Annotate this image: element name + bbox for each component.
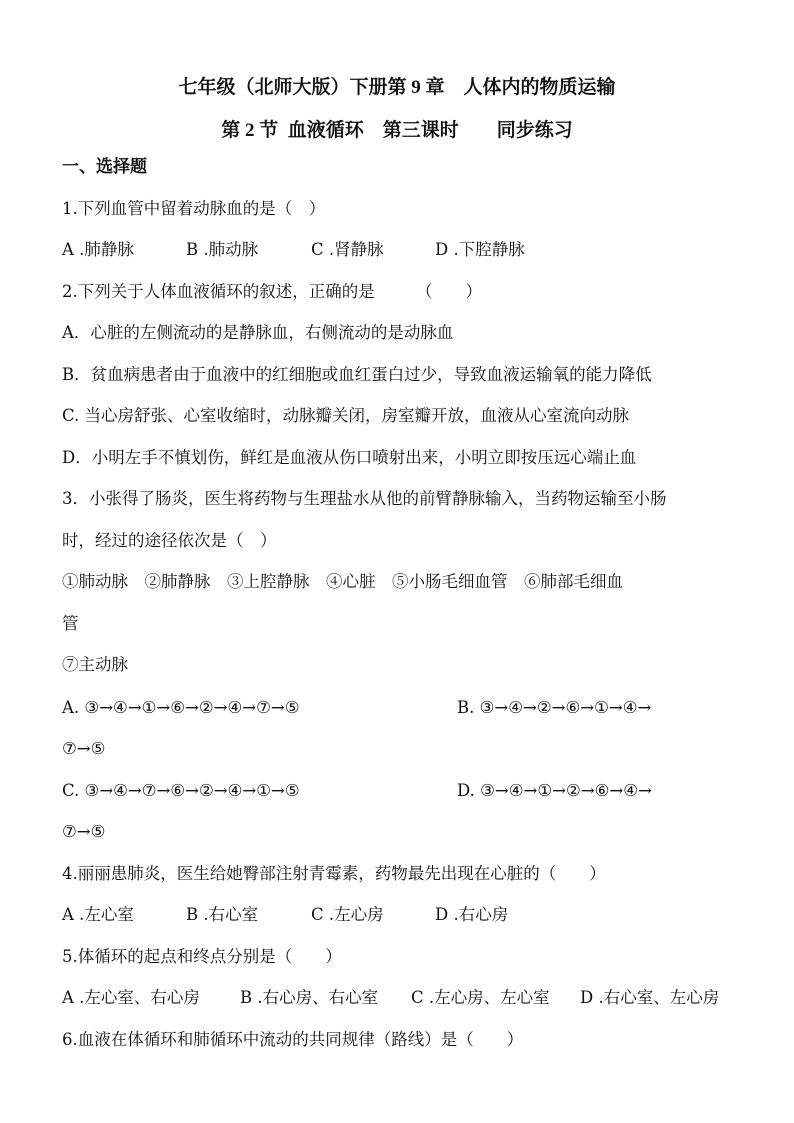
question-4-option-d: D .右心房 [435,905,509,924]
question-2-option-d: D．小明左手不慎划伤，鲜红是血液从伤口喷射出来，小明立即按压远心端止血 [62,448,637,467]
question-2-option-c: C. 当心房舒张、心室收缩时，动脉瓣关闭，房室瓣开放，血液从心室流向动脉 [62,406,630,425]
question-5-stem: 5.体循环的起点和终点分别是（ ） [62,947,342,966]
question-3-option-c: C. ③→④→⑦→⑥→②→④→①→⑤ [62,781,300,800]
question-1-option-b: B .肺动脉 [186,240,259,259]
question-5-option-a: A .左心室、右心房 [62,988,200,1007]
question-3-option-d: D. ③→④→①→②→⑥→④→ [457,781,652,800]
page-title: 七年级（北师大版）下册第 9 章 人体内的物质运输 [178,77,616,98]
question-4-option-a: A .左心室 [62,905,134,924]
question-3-items-line-1: ①肺动脉 ②肺静脉 ③上腔静脉 ④心脏 ⑤小肠毛细血管 ⑥肺部毛细血 [62,572,623,591]
question-1-option-a: A .肺静脉 [62,240,134,259]
question-3-option-b-cont: ⑦→⑤ [62,739,106,758]
question-2-option-b: B．贫血病患者由于血液中的红细胞或血红蛋白过少，导致血液运输氧的能力降低 [62,365,652,384]
question-4-option-c: C .左心房 [311,905,384,924]
question-1-option-d: D .下腔静脉 [435,240,525,259]
question-3-option-a: A. ③→④→①→⑥→②→④→⑦→⑤ [62,698,300,717]
question-5-option-d: D .右心室、左心房 [580,988,720,1007]
question-5-option-c: C .左心房、左心室 [411,988,550,1007]
question-3-items-line-2: 管 [62,614,79,633]
question-3-stem-line-2: 时，经过的途径依次是（ ） [62,531,277,550]
question-1-option-c: C .肾静脉 [311,240,384,259]
question-5-option-b: B .右心房、右心室 [240,988,379,1007]
question-3-option-b: B. ③→④→②→⑥→①→④→ [457,698,652,717]
question-4-option-b: B .右心室 [186,905,259,924]
question-1-stem: 1.下列血管中留着动脉血的是（ ） [62,199,326,218]
question-4-stem: 4.丽丽患肺炎，医生给她臀部注射青霉素，药物最先出现在心脏的（ ） [62,864,606,883]
page-subtitle: 第 2 节 血液循环 第三课时 同步练习 [221,120,573,141]
question-2-stem: 2.下列关于人体血液循环的叙述，正确的是 （ ） [62,282,482,301]
question-3-items-line-3: ⑦主动脉 [62,655,128,674]
question-6-stem: 6.血液在体循环和肺循环中流动的共同规律（路线）是（ ） [62,1030,524,1049]
question-3-stem-line-1: 3．小张得了肠炎，医生将药物与生理盐水从他的前臂静脉输入，当药物运输至小肠 [62,489,667,508]
question-3-option-d-cont: ⑦→⑤ [62,822,106,841]
question-2-option-a: A．心脏的左侧流动的是静脉血，右侧流动的是动脉血 [62,323,454,342]
section-heading: 一、选择题 [62,157,147,177]
